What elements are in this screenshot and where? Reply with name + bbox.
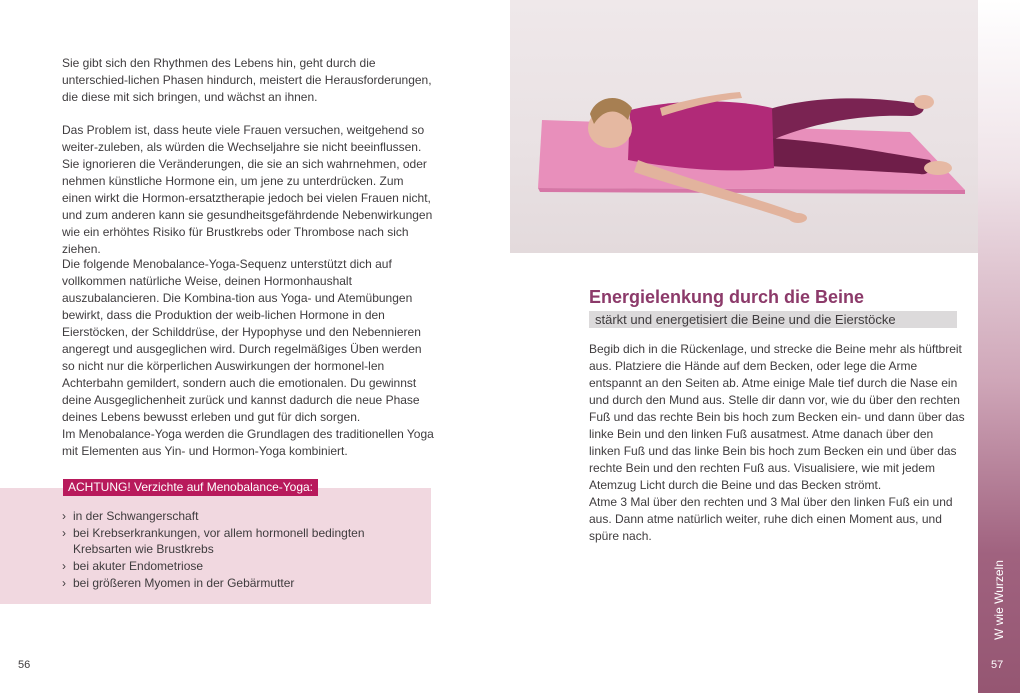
chapter-side-band [978, 0, 1020, 693]
body-paragraph: Das Problem ist, dass heute viele Frauen versuchen, weitgehend so weiter-zuleben, als würden die Wechseljahre sie nicht beeinflussen. Sie ignorieren die Veränderungen, die sie an sich wahrnehmen, oder nehmen künstliche Hormone ein, um jene zu unterdrücken. Zum einen wirkt die Hormon-ersatztherapie jedoch bei vielen Frauen nicht, und zum anderen kann sie gesundheitsgefährdende Nebenwirkungen wie ein erhöhtes Risiko für Brustkrebs oder Thrombose nach sich ziehen. [62, 123, 433, 256]
woman-lying-on-mat-illustration [510, 0, 980, 253]
chapter-tab [978, 545, 1020, 655]
warning-list [62, 508, 422, 592]
list-item [62, 525, 422, 558]
list-item-text: bei akuter Endometriose [73, 559, 204, 574]
list-item-text: bei Krebserkrankungen, vor allem hormonell bedingten Krebsarten wie Brustkrebs [73, 525, 365, 557]
list-item-text: in der Schwangerschaft [73, 509, 199, 523]
chevron-right-icon: › [62, 509, 66, 523]
body-paragraph: Sie gibt sich den Rhythmen des Lebens hin, geht durch die unterschied-lichen Phasen hindurch, meistert die Herausforderungen, die diese mit sich bringen, und wächst an ihnen. [62, 56, 432, 104]
list-item [62, 575, 422, 592]
exercise-instructions: Begib dich in die Rückenlage, und strecke die Beine mehr als hüftbreit aus. Platziere die Hände auf dem Becken, oder lege die Arme entspannt an den Seiten ab. Atme einige Male tief durch die Nase ein und durch den Mund aus. Stelle dir dann vor, wie du über den rechten Fuß und das rechte Bein bis hoch zum Becken ein- und dann über das linke Bein und den linken Fuß ausatmest. Atme danach über den linken Fuß und das linke Bein bis hoch zum Becken ein und über das rechte Bein und den rechten Fuß aus. Visualisiere, wie mit jedem Atemzug Licht durch die Beine und das Becken strömt. Atme 3 Mal über den rechten und 3 Mal über den linken Fuß ein und aus. Dann atme natürlich weiter, ruhe dich einen Moment aus, und spüre nach. [589, 342, 965, 543]
chevron-right-icon: › [62, 559, 66, 574]
exercise-title: Energielenkung durch die Beine [589, 287, 865, 307]
list-item-text: bei größeren Myomen in der Gebärmutter [73, 575, 295, 590]
warning-title: ACHTUNG! Verzichte auf Menobalance-Yoga: [63, 479, 318, 496]
page-number: 56 [18, 659, 31, 671]
right-page [510, 0, 1020, 693]
chevron-right-icon: › [62, 525, 66, 540]
list-item [62, 558, 422, 575]
page-number: 57 [991, 659, 1004, 671]
list-item [62, 508, 422, 525]
body-paragraph: Die folgende Menobalance-Yoga-Sequenz unterstützt dich auf vollkommen natürliche Weise, deinen Hormonhaushalt auszubalancieren. Die Kombina-tion aus Yoga- und Atemübungen bewirkt, dass die Produktion der weib-lichen Hormone in den Eierstöcken, der Schilddrüse, der Hypophyse und den Nebennieren angeregt und ausgeglichen wird. Durch regelmäßiges Üben werden so nicht nur die körperlichen Auswirkungen der hormonel-len Achterbahn gemildert, sondern auch die emotionalen. Du gewinnst deine Ausgeglichenheit zurück und kannst dadurch die neue Phase deines Lebens bewusst erleben und gut für dich sorgen. Im Menobalance-Yoga werden die Grundlagen des traditionellen Yoga mit Elementen aus Yin- und Hormon-Yoga kombiniert. [62, 257, 434, 458]
chapter-label: W wie Wurzeln [992, 560, 1006, 640]
chevron-right-icon: › [62, 575, 66, 590]
yoga-pose-photo [510, 0, 980, 253]
exercise-subtitle: stärkt und energetisiert die Beine und die Eierstöcke [589, 311, 957, 328]
